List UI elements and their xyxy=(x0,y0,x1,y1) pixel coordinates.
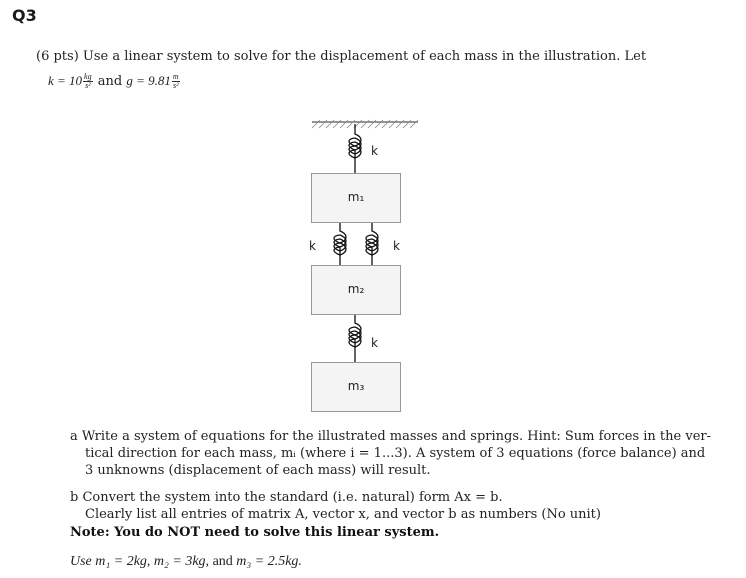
mass-box-1 xyxy=(311,173,401,223)
mass-label-3: m₃ xyxy=(347,379,365,393)
part-a-line-1: a Write a system of equations for the illustrated masses and springs. Hint: Sum forces in the ver- xyxy=(70,429,711,444)
spring-constant-label-right: k xyxy=(393,239,400,253)
ceiling-support xyxy=(312,120,418,128)
mass-label-2: m₂ xyxy=(347,282,365,296)
problem-statement xyxy=(36,49,726,64)
g-unit-denominator: s² xyxy=(173,81,179,90)
problem-text: Use a linear system to solve for the displacement of each mass in the illustration. Let xyxy=(82,49,647,64)
m1-value: m₁ = 2kg, xyxy=(95,554,151,569)
points-label: (6 pts) xyxy=(36,49,79,64)
part-b-line-1: b Convert the system into the standard (i.e. natural) form Ax = b. xyxy=(70,490,503,505)
part-a-line-2: tical direction for each mass, mᵢ (where i = 1...3). A system of 3 equations (force balance) and xyxy=(85,446,706,461)
given-constants xyxy=(48,73,181,90)
mass-values xyxy=(70,554,302,570)
k-unit-fraction xyxy=(83,73,93,90)
k-unit-numerator: kg xyxy=(84,72,92,81)
question-title: Q3 xyxy=(12,6,37,25)
part-a-line-3: 3 unknowns (displacement of each mass) will result. xyxy=(85,463,431,478)
m2-value: m₂ = 3kg, xyxy=(153,554,210,569)
spring-left xyxy=(334,222,346,265)
spring-constant-label-bottom: k xyxy=(371,336,378,350)
mass-box-3 xyxy=(311,362,401,412)
note-text: Note: You do NOT need to solve this linear system. xyxy=(70,525,440,540)
mass-spring-diagram xyxy=(300,100,430,420)
mass-label-1: m₁ xyxy=(347,190,365,204)
spring-right xyxy=(366,222,378,265)
spring-constant-label-top: k xyxy=(371,144,378,158)
spring-top xyxy=(349,124,361,173)
g-unit-fraction xyxy=(172,73,180,90)
g-unit-numerator: m xyxy=(172,72,179,81)
and-word-2: and xyxy=(212,554,233,569)
g-expression: g = 9.81 xyxy=(126,73,171,88)
k-expression: k = 10 xyxy=(48,73,83,88)
mass-box-2 xyxy=(311,265,401,315)
spring-constant-label-left: k xyxy=(309,239,316,253)
k-unit-denominator: s² xyxy=(85,81,91,90)
spring-bottom xyxy=(349,314,361,362)
m3-value: m₃ = 2.5kg. xyxy=(236,554,302,569)
use-word: Use xyxy=(70,554,92,569)
part-b-line-2: Clearly list all entries of matrix A, vector x, and vector b as numbers (No unit) xyxy=(85,507,601,522)
and-word: and xyxy=(97,74,123,89)
